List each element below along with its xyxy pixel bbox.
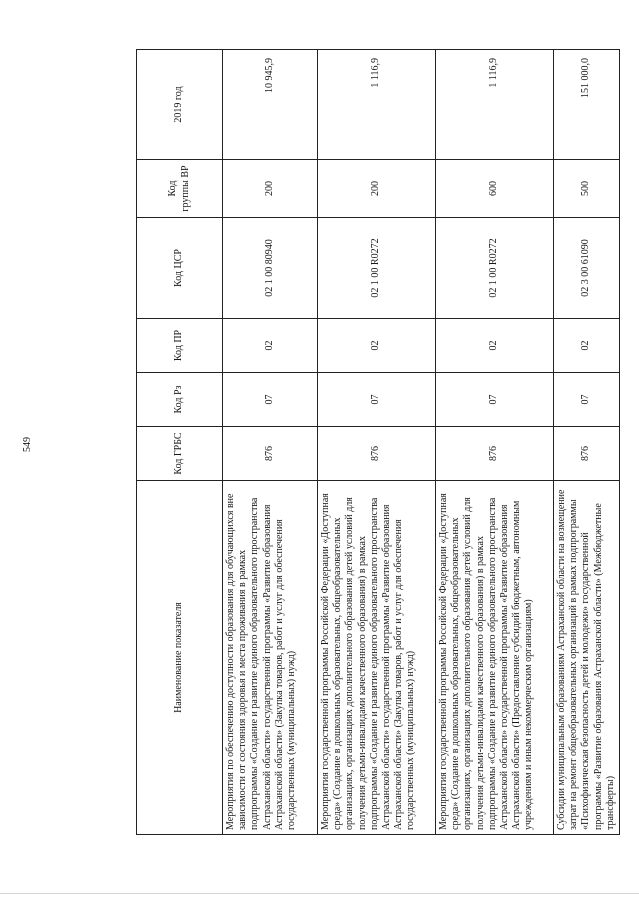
scan-artifact-line [0,893,639,894]
row-vr: 200 [223,160,318,218]
header-name: Наименование показателя [137,481,223,835]
row-value: 10 945,9 [223,50,318,160]
row-value: 151 000,0 [554,50,620,160]
row-csr: 02 1 00 R0272 [436,218,554,319]
header-year: 2019 год [137,50,223,160]
header-vr: Код группы ВР [137,160,223,218]
row-grbs: 876 [223,427,318,481]
row-name: Мероприятия государственной программы Российской Федерации «Доступная среда» (Создание в дошкольных образовательных, общеобразовательных организациях, организациях дополнительного образования детей условий для получения детьми-инвалидами качественного образования) в рамках подпрограммы «Создание и развитие единого образовательного пространства Астраханской области» государственной программы «Развитие образования Астраханской области» (Предоставление субсидий бюджетным, автономным учреждениям и иным некоммерческим организациям) [436,481,554,835]
budget-table [136,49,620,835]
header-row [137,50,223,835]
row-rz: 07 [436,373,554,427]
header-rz: Код Рз [137,373,223,427]
header-csr: Код ЦСР [137,218,223,319]
header-pr: Код ПР [137,319,223,373]
row-name: Мероприятия по обеспечению доступности образования для обучающихся вне зависимости от состояния здоровья и места проживания в рамках подпрограммы «Создание и развитие единого образовательного пространства Астраханской области» государственной программы «Развитие образования Астраханской области» (Закупка товаров, работ и услуг для обеспечения государственных (муниципальных) нужд) [223,481,318,835]
page-number: 549 [22,437,33,452]
row-grbs: 876 [436,427,554,481]
row-pr: 02 [223,319,318,373]
row-name: Субсидии муниципальным образованиям Астраханской области на возмещение затрат на ремонт общеобразовательных организаций в рамках подпрограммы «Психофизическая безопасность детей и молодежи» государственной программы «Развитие образования Астраханской области» (Межбюджетные трансферты) [554,481,620,835]
table-row [436,50,554,835]
row-vr: 500 [554,160,620,218]
row-csr: 02 3 00 61090 [554,218,620,319]
table-row [223,50,318,835]
row-csr: 02 1 00 R0272 [318,218,436,319]
row-rz: 07 [223,373,318,427]
row-vr: 600 [436,160,554,218]
row-pr: 02 [318,319,436,373]
row-pr: 02 [436,319,554,373]
row-rz: 07 [318,373,436,427]
table-row [318,50,436,835]
budget-table-container [136,50,616,835]
row-rz: 07 [554,373,620,427]
row-name: Мероприятия государственной программы Российской Федерации «Доступная среда» (Создание в дошкольных образовательных, общеобразовательных организациях, организациях дополнительного образования детей условий для получения детьми-инвалидами качественного образования) в рамках подпрограммы «Создание и развитие единого образовательного пространства Астраханской области» государственной программы «Развитие образования Астраханской области» (Закупка товаров, работ и услуг для обеспечения государственных (муниципальных) нужд) [318,481,436,835]
row-value: 1 116,9 [318,50,436,160]
row-value: 1 116,9 [436,50,554,160]
header-grbs: Код ГРБС [137,427,223,481]
row-csr: 02 1 00 80940 [223,218,318,319]
row-grbs: 876 [554,427,620,481]
row-pr: 02 [554,319,620,373]
table-row [554,50,620,835]
row-grbs: 876 [318,427,436,481]
row-vr: 200 [318,160,436,218]
